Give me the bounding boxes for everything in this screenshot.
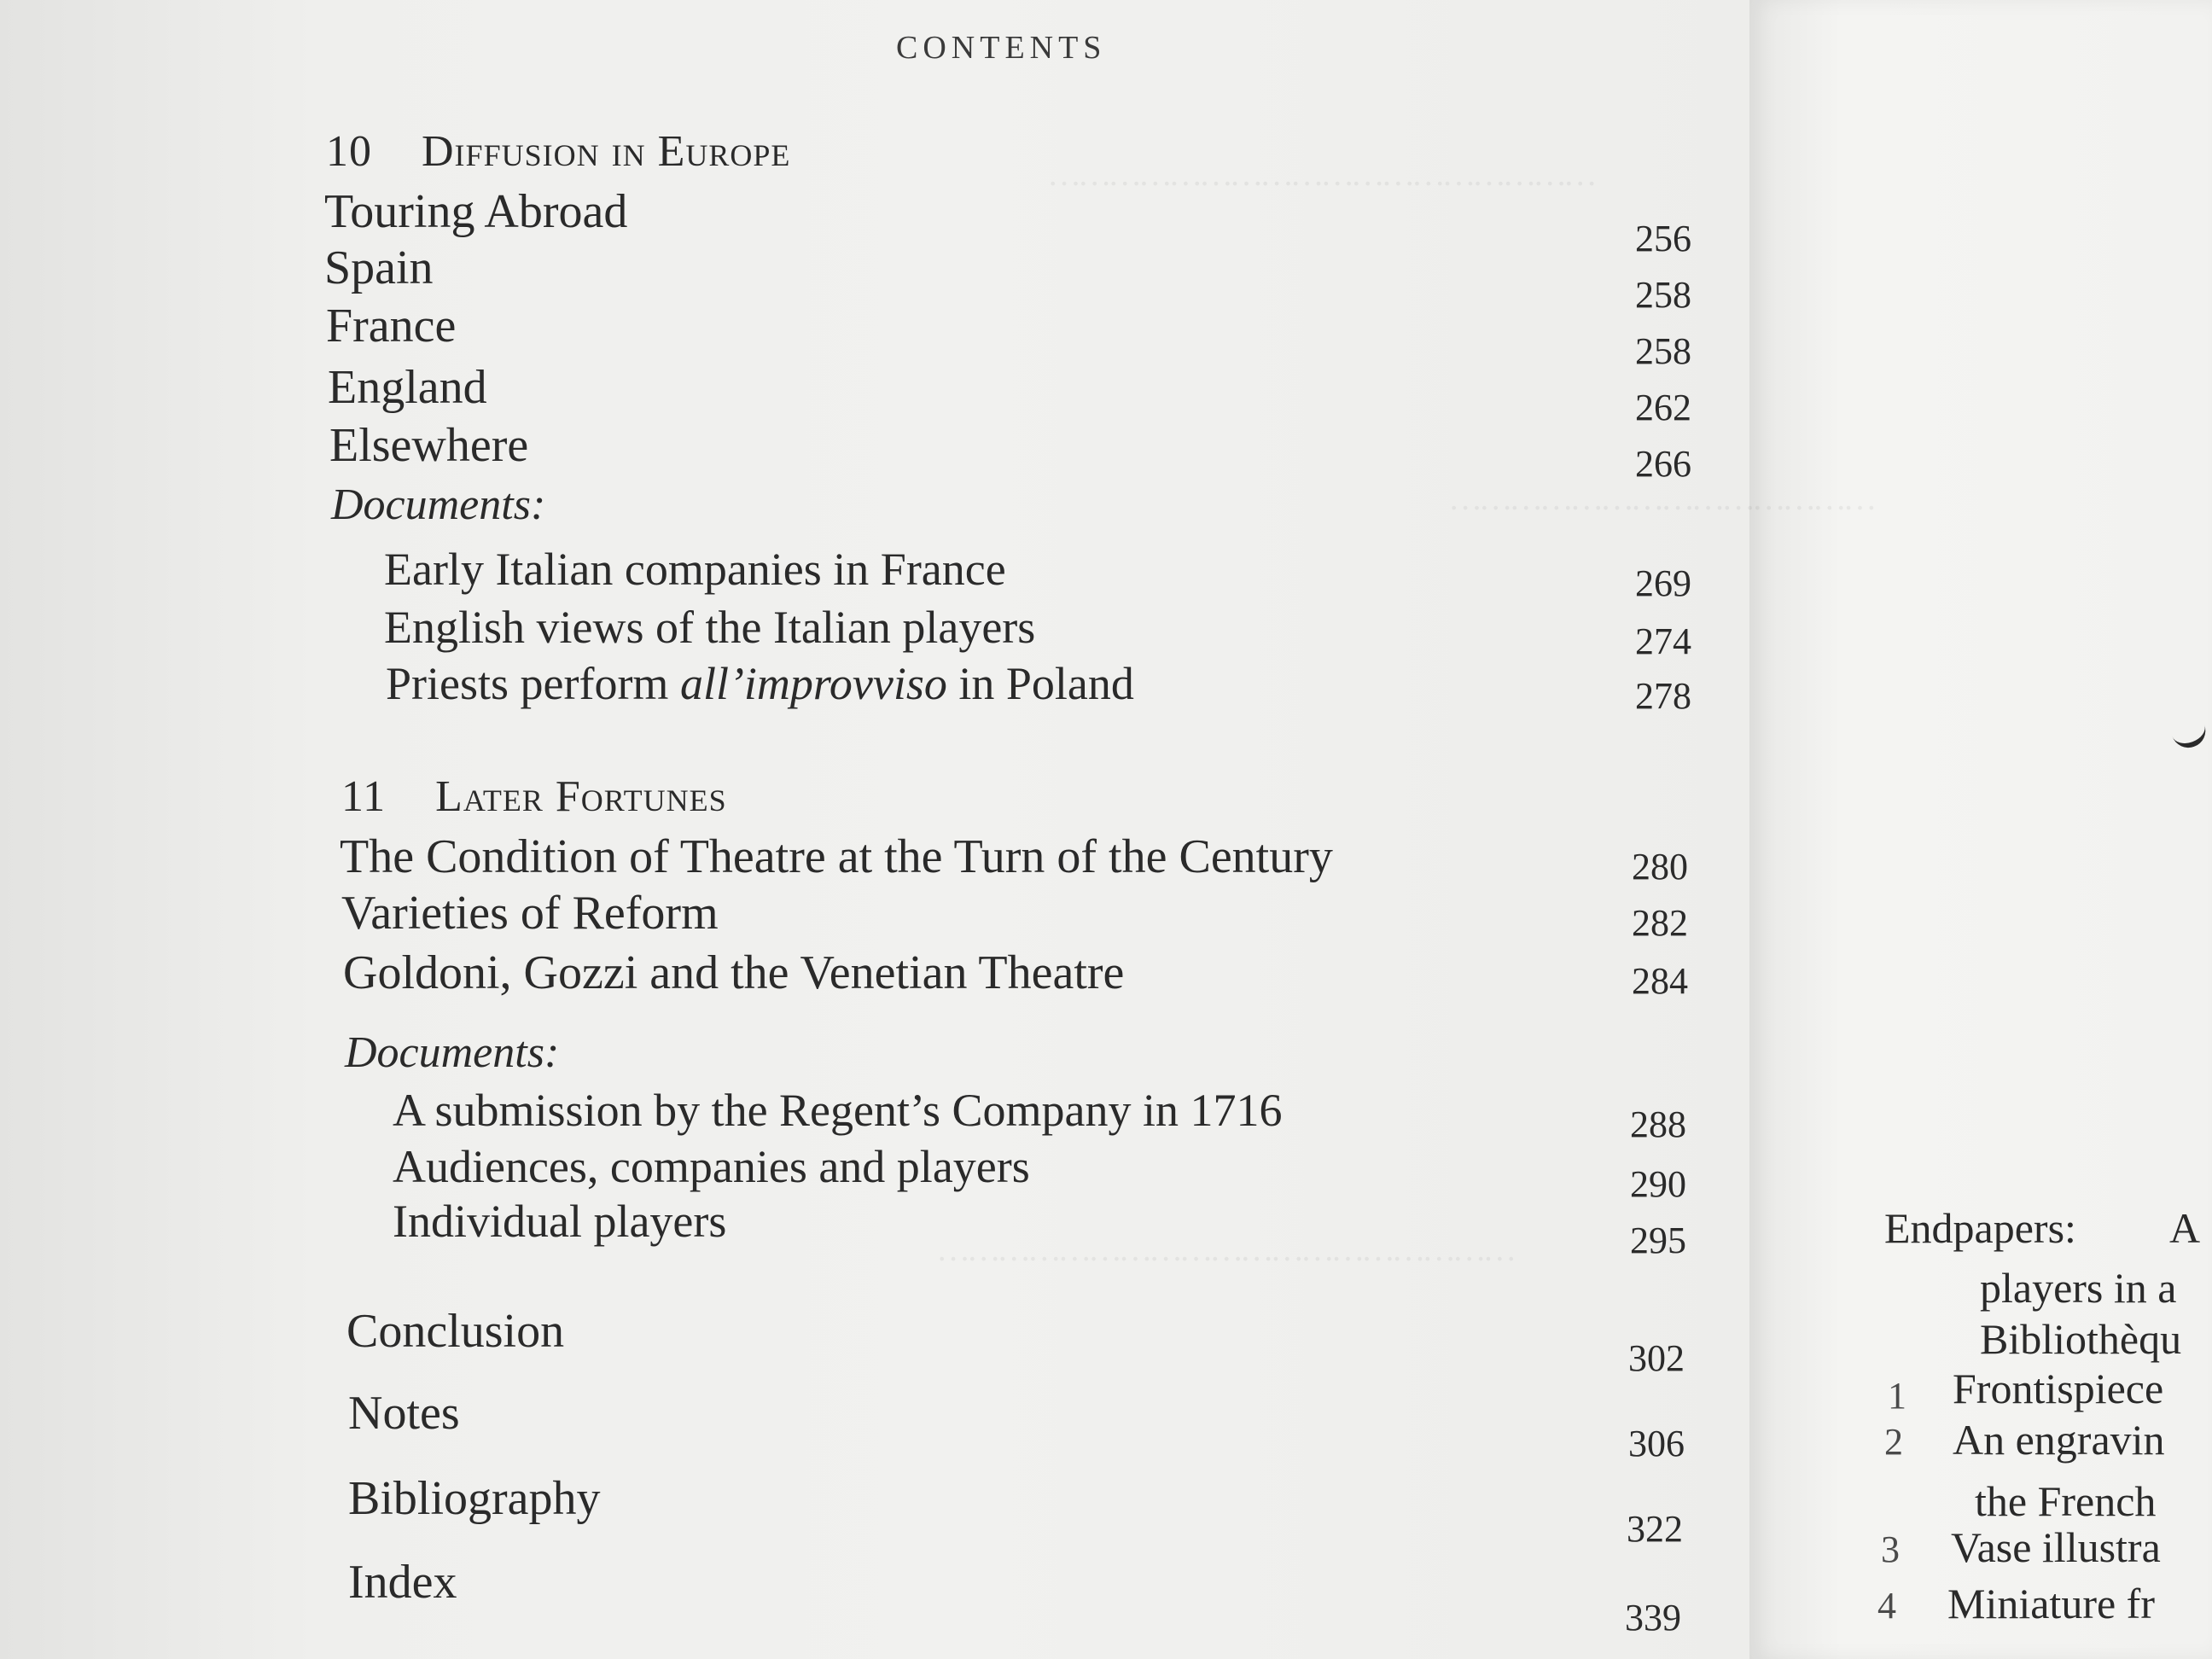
chapter-title: Diffusion in Europe <box>422 127 791 176</box>
document-entry-text: Priests perform <box>386 658 680 709</box>
document-entry[interactable]: Early Italian companies in France <box>384 544 1006 595</box>
page-number: 274 <box>1635 620 1691 662</box>
page-number: 262 <box>1635 387 1691 428</box>
bleed-through-text: …………………………………… <box>1451 479 1876 517</box>
toc-entry-index[interactable]: Index <box>348 1556 457 1609</box>
page-title: CONTENTS <box>896 30 1107 66</box>
documents-label: Documents: <box>345 1028 560 1077</box>
page-number: 278 <box>1635 675 1691 717</box>
plate-caption: An engravin <box>1953 1416 2165 1464</box>
chapter-heading <box>341 771 727 822</box>
endpapers-label: Endpapers: <box>1884 1204 2076 1252</box>
toc-entry[interactable]: Spain <box>324 242 434 294</box>
page-number: 288 <box>1630 1103 1686 1145</box>
page-number: 290 <box>1630 1163 1686 1205</box>
plate-number: 3 <box>1881 1528 1900 1570</box>
page-number: 266 <box>1635 443 1691 485</box>
document-entry[interactable]: Individual players <box>393 1196 727 1247</box>
document-entry[interactable]: English views of the Italian players <box>384 602 1036 653</box>
document-entry-italic: all’improvviso <box>679 658 947 709</box>
chapter-heading <box>326 126 790 177</box>
page-number: 322 <box>1627 1508 1683 1550</box>
plate-number: 1 <box>1888 1375 1906 1417</box>
bleed-through-text: ………………………………………………… <box>939 1230 1516 1268</box>
documents-label: Documents: <box>331 480 546 529</box>
bleed-through-text: ……………………………………………… <box>1050 154 1597 193</box>
toc-entry[interactable]: France <box>326 300 457 352</box>
plate-caption: the French <box>1975 1477 2157 1525</box>
toc-entry[interactable]: Goldoni, Gozzi and the Venetian Theatre <box>343 946 1125 999</box>
toc-entry[interactable]: Touring Abroad <box>324 185 628 238</box>
document-entry[interactable] <box>386 657 1134 710</box>
plate-caption: Vase illustra <box>1951 1523 2161 1571</box>
page-number: 339 <box>1625 1597 1681 1639</box>
toc-entry[interactable]: The Condition of Theatre at the Turn of the Century <box>340 830 1333 883</box>
plate-caption: Miniature fr <box>1947 1580 2155 1627</box>
page-number: 284 <box>1632 960 1688 1002</box>
page-number: 295 <box>1630 1220 1686 1261</box>
plate-caption: Frontispiece <box>1953 1365 2164 1412</box>
page-number: 280 <box>1632 846 1688 888</box>
page-number: 256 <box>1635 218 1691 259</box>
plate-number: 4 <box>1877 1585 1896 1627</box>
document-entry[interactable]: Audiences, companies and players <box>393 1141 1030 1192</box>
document-entry-text: in Poland <box>946 658 1134 709</box>
toc-entry-bibliography[interactable]: Bibliography <box>348 1472 601 1525</box>
endpapers-line: Bibliothèqu <box>1980 1315 2182 1363</box>
page-number: 306 <box>1628 1423 1685 1464</box>
page-number: 269 <box>1635 562 1691 604</box>
toc-entry[interactable]: Varieties of Reform <box>341 887 719 940</box>
chapter-title: Later Fortunes <box>435 772 727 821</box>
endpapers-line: players in a <box>1980 1264 2177 1312</box>
page-number: 282 <box>1632 902 1688 944</box>
page-number: 302 <box>1628 1337 1685 1379</box>
endpapers-text: A <box>2169 1204 2201 1252</box>
plate-number: 2 <box>1884 1421 1903 1463</box>
toc-entry-notes[interactable]: Notes <box>348 1387 460 1440</box>
page-number: 258 <box>1635 274 1691 316</box>
toc-entry-conclusion[interactable]: Conclusion <box>346 1305 565 1358</box>
page-number: 258 <box>1635 330 1691 372</box>
toc-entry[interactable]: England <box>328 361 487 414</box>
document-entry[interactable]: A submission by the Regent’s Company in 1716 <box>393 1085 1283 1136</box>
chapter-number: 11 <box>341 772 387 821</box>
chapter-number: 10 <box>326 127 372 176</box>
toc-entry[interactable]: Elsewhere <box>329 419 529 472</box>
